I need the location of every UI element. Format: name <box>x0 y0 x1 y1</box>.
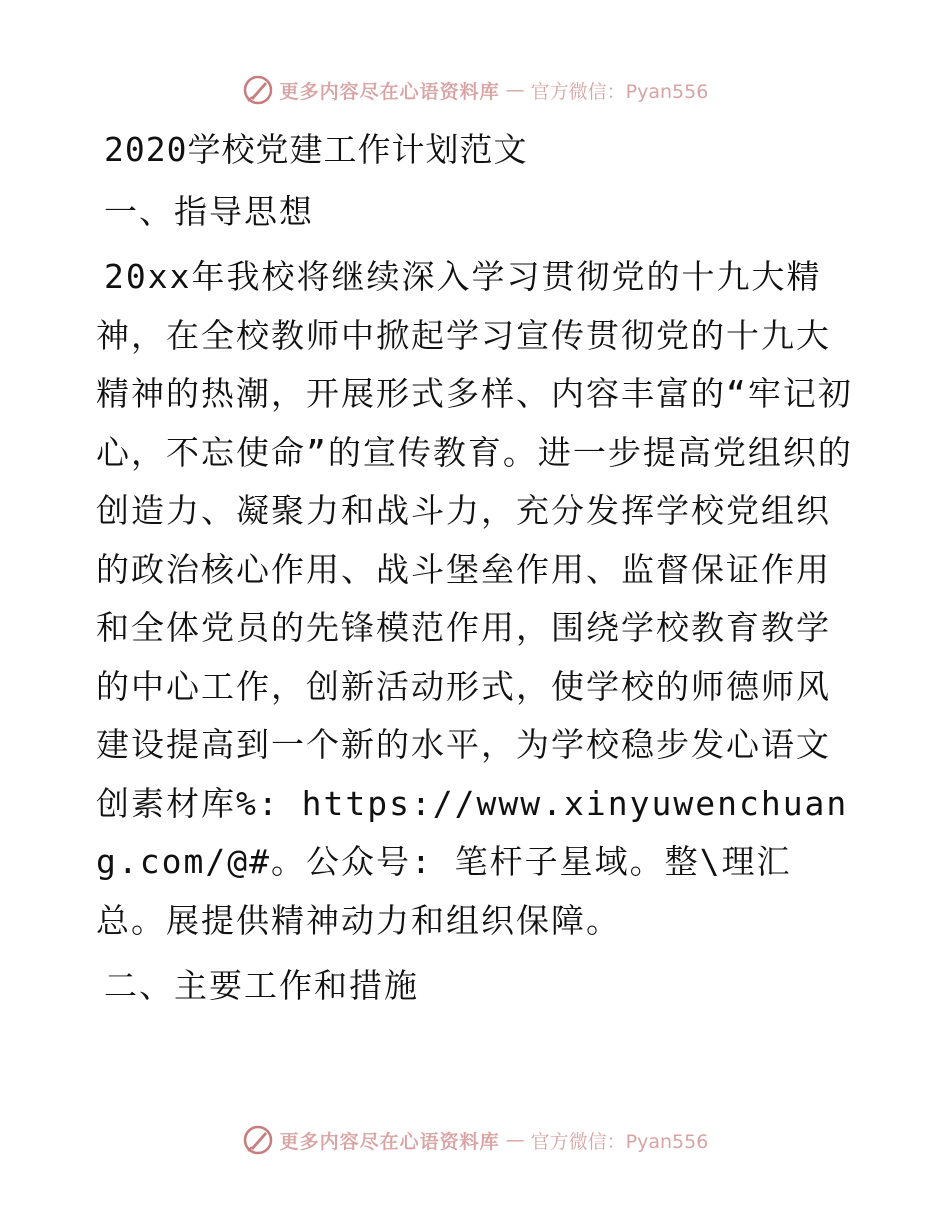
watermark-main-text: 更多内容尽在心语资料库 <box>279 80 500 103</box>
quill-logo-icon <box>242 74 274 106</box>
quill-logo-icon <box>242 1124 274 1156</box>
document-body <box>96 122 856 1020</box>
watermark-main-text: 更多内容尽在心语资料库 <box>279 1130 500 1153</box>
watermark-dash: — <box>505 79 525 101</box>
footer-watermark <box>0 1120 950 1160</box>
document-title: 2020学校党建工作计划范文 <box>104 130 528 169</box>
watermark-contact-text: 官方微信：Pyan556 <box>530 1130 709 1153</box>
section-paragraph-guiding-thought: 20xx年我校将继续深入学习贯彻党的十九大精神，在全校教师中掀起学习宣传贯彻党的十九大精神的热潮，开展形式多样、内容丰富的“牢记初心，不忘使命”的宣传教育。进一步提高党组织的创造力、凝聚力和战斗力，充分发挥学校党组织的政治核心作用、战斗堡垒作用、监督保证作用和全体党员的先锋模范作用，围绕学校教育教学的中心工作，创新活动形式，使学校的师德师风建设提高到一个新的水平，为学校稳步发心语文创素材库%: https://www.xinyuwenchuang.com/@#。公众号: 笔杆子星域。整\理汇总。展提供精神动力和组织保障。 <box>96 257 853 940</box>
section-heading-main-work: 二、主要工作和措施 <box>104 966 419 1005</box>
header-watermark <box>0 70 950 110</box>
watermark-contact-text: 官方微信：Pyan556 <box>530 80 709 103</box>
section-heading-guiding-thought: 一、指导思想 <box>104 192 314 231</box>
watermark-dash: — <box>505 1129 525 1151</box>
